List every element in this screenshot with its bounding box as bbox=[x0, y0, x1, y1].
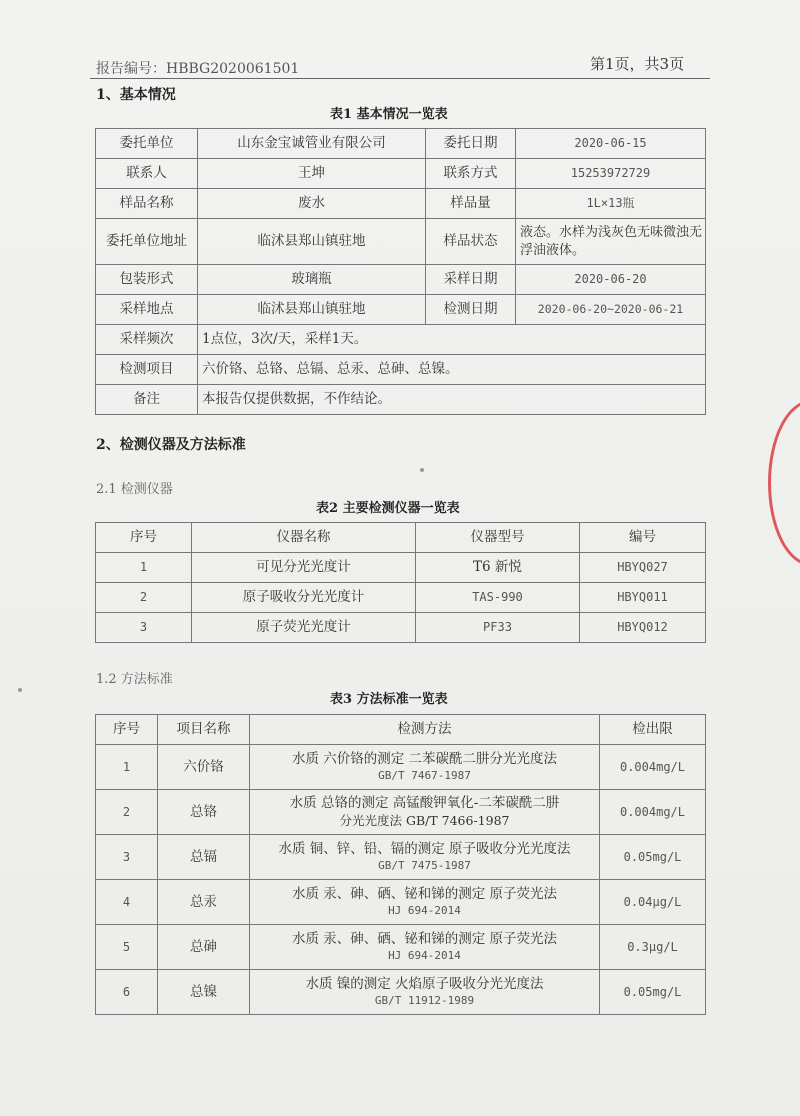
cell-value: 六价铬、总铬、总镉、总汞、总砷、总镍。 bbox=[198, 355, 706, 385]
cell-name: 原子吸收分光光度计 bbox=[192, 583, 416, 613]
cell-no: 2 bbox=[96, 583, 192, 613]
cell-value: 15253972729 bbox=[516, 159, 706, 189]
method-text: 水质 汞、砷、硒、铋和锑的测定 原子荧光法 bbox=[291, 886, 558, 903]
cell-item: 六价铬 bbox=[158, 745, 250, 790]
cell-method bbox=[250, 835, 600, 880]
cell-limit: 0.05mg/L bbox=[600, 835, 706, 880]
red-seal-icon bbox=[768, 400, 800, 566]
cell-model: T6 新悦 bbox=[416, 553, 580, 583]
column-header: 仪器名称 bbox=[192, 523, 416, 553]
table-row bbox=[96, 159, 706, 189]
method-text: 水质 镍的测定 火焰原子吸收分光光度法 bbox=[305, 976, 544, 993]
cell-label: 联系人 bbox=[96, 159, 198, 189]
table-row bbox=[96, 295, 706, 325]
method-text: 水质 铜、锌、铅、镉的测定 原子吸收分光光度法 bbox=[278, 841, 571, 858]
table-row bbox=[96, 835, 706, 880]
cell-model: PF33 bbox=[416, 613, 580, 643]
table-row bbox=[96, 745, 706, 790]
scan-speck bbox=[18, 688, 22, 692]
table-row bbox=[96, 189, 706, 219]
method-table bbox=[95, 714, 706, 1015]
method-standard: HJ 694-2014 bbox=[388, 948, 461, 962]
cell-no: 3 bbox=[96, 835, 158, 880]
column-header: 检测方法 bbox=[250, 715, 600, 745]
table-row bbox=[96, 790, 706, 835]
cell-model: TAS-990 bbox=[416, 583, 580, 613]
table-row bbox=[96, 385, 706, 415]
cell-method bbox=[250, 970, 600, 1015]
header-divider bbox=[90, 78, 710, 79]
table-row bbox=[96, 355, 706, 385]
cell-value: 液态。水样为浅灰色无味微浊无浮油液体。 bbox=[516, 219, 706, 265]
section-2-title: 2、检测仪器及方法标准 bbox=[96, 437, 246, 453]
table-row bbox=[96, 219, 706, 265]
cell-no: 1 bbox=[96, 745, 158, 790]
page-info: 第1页，共3页 bbox=[590, 55, 685, 73]
method-standard: GB/T 7475-1987 bbox=[378, 858, 471, 872]
method-text: 水质 汞、砷、硒、铋和锑的测定 原子荧光法 bbox=[291, 931, 558, 948]
table-row bbox=[96, 880, 706, 925]
cell-method bbox=[250, 880, 600, 925]
cell-no: 6 bbox=[96, 970, 158, 1015]
cell-item: 总铬 bbox=[158, 790, 250, 835]
column-header: 序号 bbox=[96, 715, 158, 745]
table-header-row bbox=[96, 715, 706, 745]
cell-value: 王坤 bbox=[198, 159, 426, 189]
cell-value: 废水 bbox=[198, 189, 426, 219]
cell-code: HBYQ012 bbox=[580, 613, 706, 643]
cell-limit: 0.04μg/L bbox=[600, 880, 706, 925]
column-header: 检出限 bbox=[600, 715, 706, 745]
table-header-row bbox=[96, 523, 706, 553]
table-row bbox=[96, 265, 706, 295]
cell-value: 2020-06-20 bbox=[516, 265, 706, 295]
cell-label: 采样地点 bbox=[96, 295, 198, 325]
cell-label: 备注 bbox=[96, 385, 198, 415]
cell-label: 样品名称 bbox=[96, 189, 198, 219]
cell-item: 总砷 bbox=[158, 925, 250, 970]
cell-no: 4 bbox=[96, 880, 158, 925]
cell-label: 检测项目 bbox=[96, 355, 198, 385]
cell-label: 样品量 bbox=[426, 189, 516, 219]
cell-name: 可见分光光度计 bbox=[192, 553, 416, 583]
cell-method bbox=[250, 745, 600, 790]
cell-item: 总镉 bbox=[158, 835, 250, 880]
cell-value: 玻璃瓶 bbox=[198, 265, 426, 295]
method-standard: 分光光度法 GB/T 7466-1987 bbox=[339, 812, 510, 828]
cell-label: 委托日期 bbox=[426, 129, 516, 159]
column-header: 序号 bbox=[96, 523, 192, 553]
cell-code: HBYQ027 bbox=[580, 553, 706, 583]
basic-info-table bbox=[95, 128, 706, 415]
method-standard: GB/T 7467-1987 bbox=[378, 768, 471, 782]
cell-label: 采样频次 bbox=[96, 325, 198, 355]
column-header: 仪器型号 bbox=[416, 523, 580, 553]
table-3-caption: 表3 方法标准一览表 bbox=[330, 692, 448, 707]
cell-code: HBYQ011 bbox=[580, 583, 706, 613]
section-1-title: 1、基本情况 bbox=[96, 87, 176, 103]
method-text: 水质 六价铬的测定 二苯碳酰二肼分光光度法 bbox=[291, 751, 558, 768]
cell-limit: 0.004mg/L bbox=[600, 790, 706, 835]
table-2-caption: 表2 主要检测仪器一览表 bbox=[316, 501, 460, 516]
cell-no: 5 bbox=[96, 925, 158, 970]
cell-label: 包装形式 bbox=[96, 265, 198, 295]
cell-value: 临沭县郑山镇驻地 bbox=[198, 219, 426, 265]
method-standard: HJ 694-2014 bbox=[388, 903, 461, 917]
cell-method bbox=[250, 925, 600, 970]
cell-value: 1点位，3次/天，采样1天。 bbox=[198, 325, 706, 355]
cell-item: 总汞 bbox=[158, 880, 250, 925]
cell-value: 2020-06-15 bbox=[516, 129, 706, 159]
table-row bbox=[96, 583, 706, 613]
table-row bbox=[96, 925, 706, 970]
cell-method bbox=[250, 790, 600, 835]
cell-no: 1 bbox=[96, 553, 192, 583]
method-standard: GB/T 11912-1989 bbox=[374, 993, 475, 1007]
cell-limit: 0.3μg/L bbox=[600, 925, 706, 970]
cell-value: 本报告仅提供数据，不作结论。 bbox=[198, 385, 706, 415]
cell-label: 样品状态 bbox=[426, 219, 516, 265]
cell-value: 山东金宝诚管业有限公司 bbox=[198, 129, 426, 159]
cell-value: 1L×13瓶 bbox=[516, 189, 706, 219]
cell-limit: 0.004mg/L bbox=[600, 745, 706, 790]
subsection-1-2: 1.2 方法标准 bbox=[96, 672, 173, 687]
cell-name: 原子荧光光度计 bbox=[192, 613, 416, 643]
cell-item: 总镍 bbox=[158, 970, 250, 1015]
cell-limit: 0.05mg/L bbox=[600, 970, 706, 1015]
scan-speck bbox=[420, 468, 424, 472]
table-row bbox=[96, 613, 706, 643]
instrument-table bbox=[95, 522, 706, 643]
cell-label: 联系方式 bbox=[426, 159, 516, 189]
cell-label: 委托单位 bbox=[96, 129, 198, 159]
column-header: 项目名称 bbox=[158, 715, 250, 745]
column-header: 编号 bbox=[580, 523, 706, 553]
cell-label: 检测日期 bbox=[426, 295, 516, 325]
table-row bbox=[96, 325, 706, 355]
cell-label: 委托单位地址 bbox=[96, 219, 198, 265]
table-1-caption: 表1 基本情况一览表 bbox=[330, 107, 448, 122]
table-row bbox=[96, 129, 706, 159]
report-number: 报告编号：HBBG2020061501 bbox=[96, 61, 300, 77]
cell-no: 2 bbox=[96, 790, 158, 835]
cell-value: 2020-06-20~2020-06-21 bbox=[516, 295, 706, 325]
cell-no: 3 bbox=[96, 613, 192, 643]
method-text: 水质 总铬的测定 高锰酸钾氧化-二苯碳酰二肼 bbox=[289, 795, 560, 812]
subsection-2-1: 2.1 检测仪器 bbox=[96, 482, 173, 497]
table-row bbox=[96, 553, 706, 583]
cell-label: 采样日期 bbox=[426, 265, 516, 295]
cell-value: 临沭县郑山镇驻地 bbox=[198, 295, 426, 325]
table-row bbox=[96, 970, 706, 1015]
